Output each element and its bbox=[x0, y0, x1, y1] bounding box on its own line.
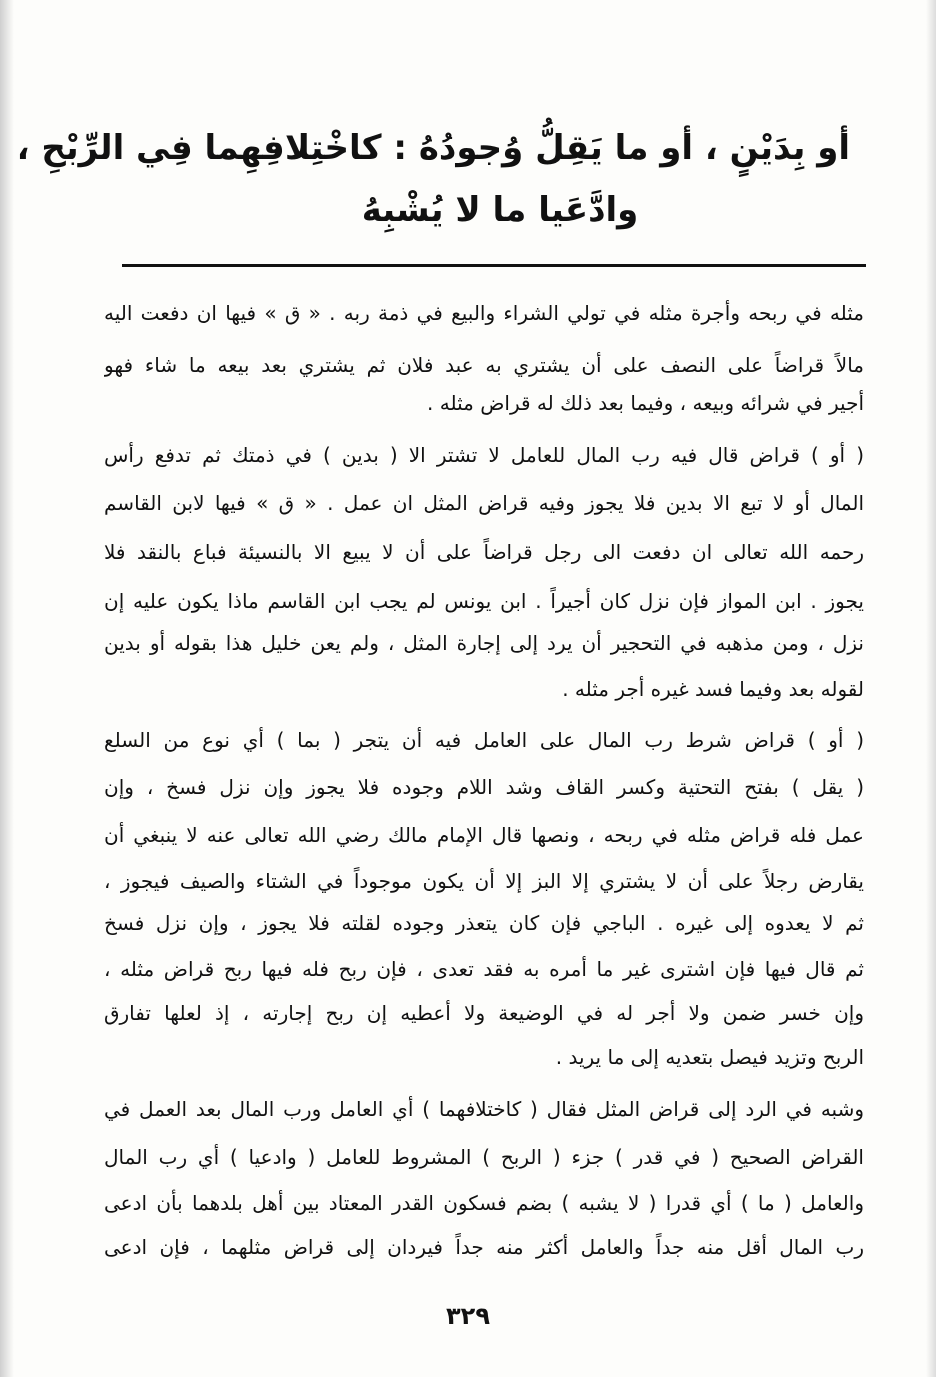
scan-shadow-right bbox=[926, 0, 936, 1377]
body-line: رب المال أقل منه جداً والعامل أكثر منه جداً فيردان إلى قراض مثلهما ، فإن ادعى bbox=[104, 1235, 864, 1259]
matn-heading-line-1: أو بِدَيْنٍ ، أو ما يَقِلُّ وُجودُهُ : كاخْتِلافِهِما فِي الرِّبْحِ ، bbox=[16, 128, 850, 168]
body-line: رحمه الله تعالى ان دفعت الى رجل قراضاً على أن لا يبيع الا بالنسيئة فباع بالنقد فلا bbox=[104, 540, 864, 564]
body-line: يجوز . ابن المواز فإن نزل كان أجيراً . ابن يونس لم يجب ابن القاسم ماذا يكون عليه إن bbox=[104, 589, 864, 613]
body-line: الربح وتزيد فيصل بتعديه إلى ما يريد . bbox=[555, 1045, 864, 1069]
body-line: وشبه في الرد إلى قراض المثل فقال ( كاختلافهما ) أي العامل ورب المال بعد العمل في bbox=[104, 1097, 864, 1121]
page-number: ٣٢٩ bbox=[446, 1302, 490, 1330]
body-line: ( أو ) قراض قال فيه رب المال للعامل لا تشتر الا ( بدين ) في ذمتك ثم تدفع رأس bbox=[104, 443, 864, 467]
body-line: وإن خسر ضمن ولا أجر له في الوضيعة ولا أعطيه إن ربح إجارته ، إذ لعلها تفارق bbox=[104, 1001, 864, 1025]
body-line: مثله في ربحه وأجرة مثله في تولي الشراء والبيع في ذمة ربه . « ق » فيها ان دفعت اليه bbox=[104, 301, 864, 325]
body-line: يقارض رجلاً على أن لا يشتري إلا البز إلا أن يكون موجوداً في الشتاء والصيف فيجوز ، bbox=[104, 869, 864, 893]
body-line: أجير في شرائه وبيعه ، وفيما بعد ذلك له قراض مثله . bbox=[427, 391, 864, 415]
matn-heading-line-2: وادَّعَيا ما لا يُشْبِهُ bbox=[361, 190, 639, 230]
body-line: ( يقل ) بفتح التحتية وكسر القاف وشد اللام وجوده فلا يجوز وإن نزل فسخ ، وإن bbox=[104, 775, 864, 799]
body-line: ( أو ) قراض شرط رب المال على العامل فيه أن يتجر ( بما ) أي نوع من السلع bbox=[104, 728, 864, 752]
body-line: المال أو لا تبع الا بدين فلا يجوز وفيه قراض المثل ان عمل . « ق » فيها لابن القاسم bbox=[104, 491, 864, 515]
body-line: القراض الصحيح ( في قدر ) جزء ( الربح ) المشروط للعامل ( وادعيا ) أي رب المال bbox=[104, 1145, 864, 1169]
body-line: مالاً قراضاً على النصف على أن يشتري به عبد فلان ثم يشتري بعد بيعه ما شاء فهو bbox=[104, 353, 864, 377]
body-line: والعامل ( ما ) أي قدرا ( لا يشبه ) بضم فسكون القدر المعتاد بين أهل بلدهما بأن ادعى bbox=[104, 1191, 864, 1215]
body-line: عمل فله قراض مثله في ربحه ، ونصها قال الإمام مالك رضي الله تعالى عنه لا ينبغي أن bbox=[104, 823, 864, 847]
scan-shadow-left bbox=[0, 0, 14, 1377]
body-line: ثم قال فيها فإن اشترى غير ما أمره به فقد تعدى ، فإن ربح فله فيها ربح قراض مثله ، bbox=[104, 957, 864, 981]
body-line: لقوله بعد وفيما فسد غيره أجر مثله . bbox=[562, 677, 864, 701]
separator-rule bbox=[122, 264, 866, 267]
body-line: ثم لا يعدوه إلى غيره . الباجي فإن كان يتعذر وجوده لقلته فلا يجوز ، وإن نزل فسخ bbox=[104, 911, 864, 935]
body-line: نزل ، ومن مذهبه في التحجير أن يرد إلى إجارة المثل ، ولم يعن خليل هذا بقوله أو بدين bbox=[104, 631, 864, 655]
